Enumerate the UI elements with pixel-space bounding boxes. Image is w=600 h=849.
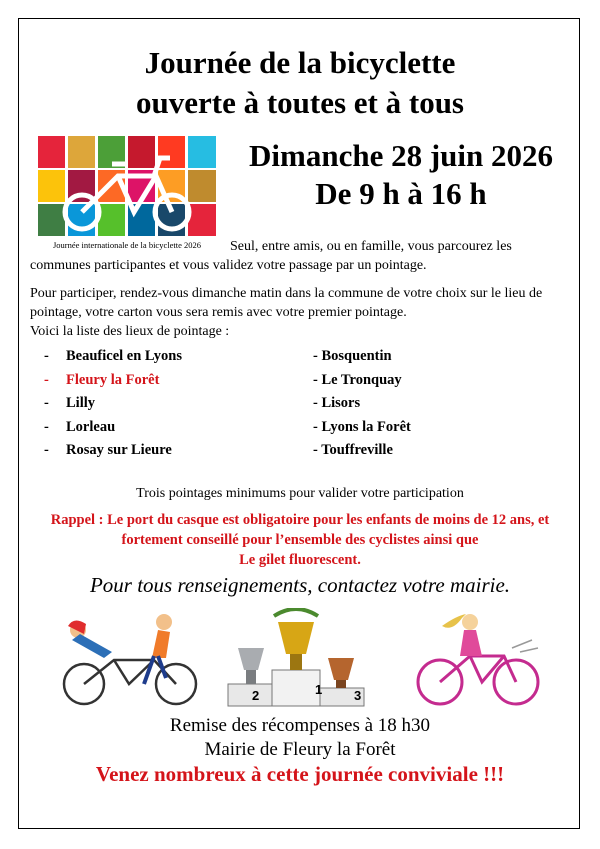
title-line-2: ouverte à toutes et à tous	[135, 85, 464, 120]
checkpoint-list-right	[313, 345, 411, 463]
minimum-checkpoints: Trois pointages minimums pour valider votre participation	[136, 486, 464, 501]
list-item: - Lyons la Forêt	[313, 418, 411, 435]
logo-caption: Journée internationale de la bicyclette 2026	[53, 240, 201, 250]
podium-third: 3	[354, 688, 362, 703]
list-item: - Lilly	[44, 395, 96, 411]
intro-paragraph: Seul, entre amis, ou en famille, vous parcourez les communes participantes et vous validez votre passage par un pointage.	[30, 239, 512, 273]
closing-invitation: Venez nombreux à cette journée conviviale !!!	[95, 762, 505, 786]
contact-info: Pour tous renseignements, contactez votre mairie.	[89, 573, 511, 597]
participate-paragraph: Pour participer, rendez-vous dimanche matin dans la commune de votre choix sur le lieu de pointage, votre carton vous sera remis avec votre premier pointage.	[30, 286, 543, 320]
event-date: Dimanche 28 juin 2026	[249, 138, 553, 173]
awards-venue: Mairie de Fleury la Forêt	[204, 739, 396, 760]
helmet-reminder-text: Rappel : Le port du casque est obligatoire pour les enfants de moins de 12 ans, et fortement conseillé pour l’ensemble des cyclistes ainsi que	[50, 512, 550, 548]
trophies-podium-icon	[224, 608, 372, 708]
event-time: De 9 h à 16 h	[315, 176, 487, 211]
bicycle-day-logo	[38, 136, 216, 236]
vest-reminder-text: Le gilet fluorescent.	[239, 552, 361, 568]
checkpoint-list-left	[44, 345, 182, 463]
podium-second: 2	[252, 688, 260, 703]
tandem-cyclists-icon	[54, 612, 204, 712]
list-item: - Beauficel en Lyons	[44, 348, 183, 364]
list-item: - Lorleau	[44, 418, 116, 435]
list-item: - Rosay sur Lieure	[44, 442, 172, 458]
list-item: - Le Tronquay	[313, 371, 402, 388]
title-line-1: Journée de la bicyclette	[144, 45, 456, 80]
girl-cyclist-icon	[412, 612, 552, 712]
list-item: - Fleury la Forêt	[44, 371, 160, 388]
awards-time: Remise des récompenses à 18 h30	[169, 715, 431, 736]
list-item: - Bosquentin	[313, 348, 392, 364]
podium-first: 1	[315, 682, 323, 697]
list-intro: Voici la liste des lieux de pointage :	[30, 324, 230, 339]
helmet-reminder	[30, 510, 570, 570]
list-item: - Touffreville	[313, 442, 393, 458]
list-item: - Lisors	[313, 395, 361, 411]
